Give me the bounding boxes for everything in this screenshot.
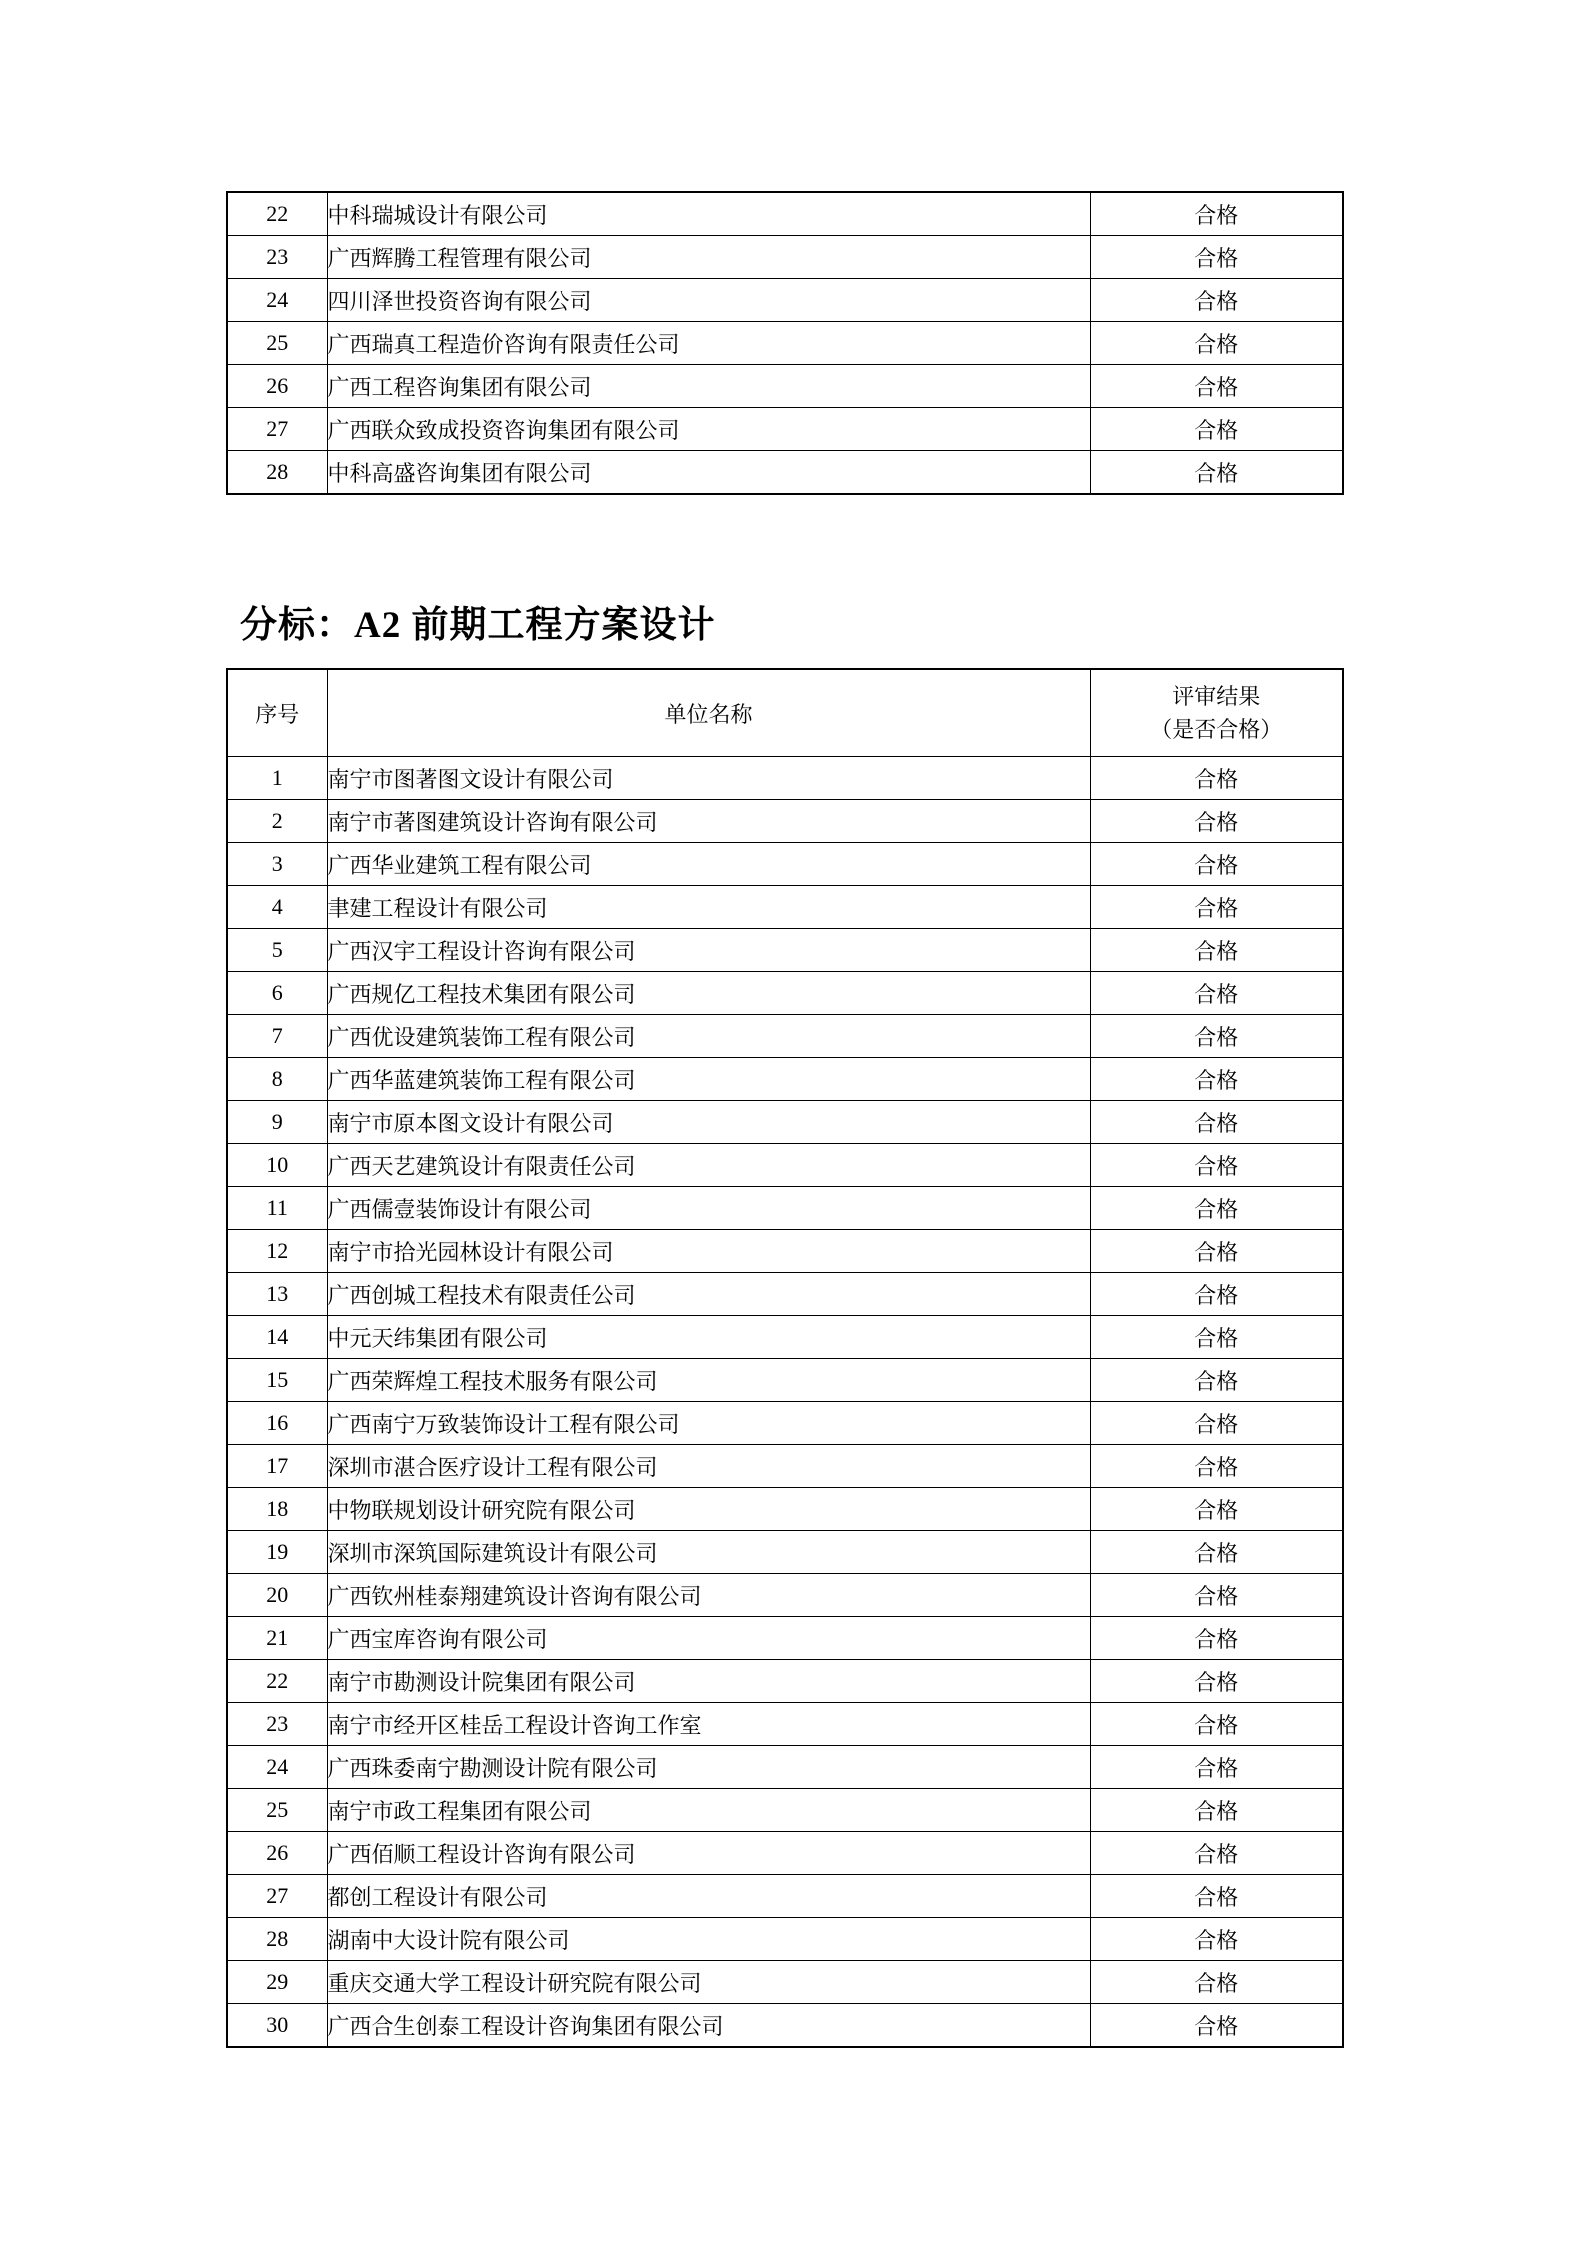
company-name-cell: 深圳市深筑国际建筑设计有限公司 bbox=[327, 1531, 1090, 1574]
table-row bbox=[227, 1445, 1343, 1488]
table-row bbox=[227, 1101, 1343, 1144]
row-number-cell: 19 bbox=[227, 1531, 327, 1574]
table-row bbox=[227, 800, 1343, 843]
company-name-cell: 广西华蓝建筑装饰工程有限公司 bbox=[327, 1058, 1090, 1101]
result-cell: 合格 bbox=[1090, 408, 1343, 451]
result-cell: 合格 bbox=[1090, 192, 1343, 236]
company-name-cell: 广西儒壹装饰设计有限公司 bbox=[327, 1187, 1090, 1230]
result-cell: 合格 bbox=[1090, 1918, 1343, 1961]
company-name-cell: 都创工程设计有限公司 bbox=[327, 1875, 1090, 1918]
company-name-cell: 广西钦州桂泰翔建筑设计咨询有限公司 bbox=[327, 1574, 1090, 1617]
table-row bbox=[227, 1832, 1343, 1875]
row-number-cell: 26 bbox=[227, 365, 327, 408]
result-cell: 合格 bbox=[1090, 1273, 1343, 1316]
table-row bbox=[227, 1961, 1343, 2004]
result-cell: 合格 bbox=[1090, 1402, 1343, 1445]
result-cell: 合格 bbox=[1090, 972, 1343, 1015]
result-cell: 合格 bbox=[1090, 1703, 1343, 1746]
result-cell: 合格 bbox=[1090, 236, 1343, 279]
table-body bbox=[227, 192, 1343, 494]
table-row bbox=[227, 1187, 1343, 1230]
table-row bbox=[227, 1488, 1343, 1531]
table-row bbox=[227, 192, 1343, 236]
company-name-cell: 南宁市原本图文设计有限公司 bbox=[327, 1101, 1090, 1144]
company-name-cell: 广西工程咨询集团有限公司 bbox=[327, 365, 1090, 408]
result-cell: 合格 bbox=[1090, 1746, 1343, 1789]
table-row bbox=[227, 843, 1343, 886]
company-name-cell: 中科瑞城设计有限公司 bbox=[327, 192, 1090, 236]
company-name-cell: 广西珠委南宁勘测设计院有限公司 bbox=[327, 1746, 1090, 1789]
company-name-cell: 广西天艺建筑设计有限责任公司 bbox=[327, 1144, 1090, 1187]
result-cell: 合格 bbox=[1090, 800, 1343, 843]
table-header bbox=[227, 669, 1343, 757]
table-row bbox=[227, 1230, 1343, 1273]
row-number-cell: 8 bbox=[227, 1058, 327, 1101]
result-cell: 合格 bbox=[1090, 1445, 1343, 1488]
col-header-单位名称: 单位名称 bbox=[327, 669, 1090, 757]
company-name-cell: 广西创城工程技术有限责任公司 bbox=[327, 1273, 1090, 1316]
result-cell: 合格 bbox=[1090, 1101, 1343, 1144]
table-row bbox=[227, 886, 1343, 929]
result-cell: 合格 bbox=[1090, 886, 1343, 929]
review-results-table-continuation bbox=[226, 191, 1344, 495]
result-cell: 合格 bbox=[1090, 1961, 1343, 2004]
row-number-cell: 22 bbox=[227, 1660, 327, 1703]
company-name-cell: 广西佰顺工程设计咨询有限公司 bbox=[327, 1832, 1090, 1875]
table-row bbox=[227, 1875, 1343, 1918]
result-cell: 合格 bbox=[1090, 1187, 1343, 1230]
table-row bbox=[227, 1359, 1343, 1402]
company-name-cell: 中物联规划设计研究院有限公司 bbox=[327, 1488, 1090, 1531]
company-name-cell: 南宁市拾光园林设计有限公司 bbox=[327, 1230, 1090, 1273]
col-header-序号: 序号 bbox=[227, 669, 327, 757]
result-cell: 合格 bbox=[1090, 451, 1343, 495]
result-cell: 合格 bbox=[1090, 1875, 1343, 1918]
company-name-cell: 南宁市著图建筑设计咨询有限公司 bbox=[327, 800, 1090, 843]
result-cell: 合格 bbox=[1090, 1058, 1343, 1101]
table-body bbox=[227, 757, 1343, 2048]
row-number-cell: 28 bbox=[227, 1918, 327, 1961]
company-name-cell: 广西联众致成投资咨询集团有限公司 bbox=[327, 408, 1090, 451]
table-row bbox=[227, 1703, 1343, 1746]
company-name-cell: 广西合生创泰工程设计咨询集团有限公司 bbox=[327, 2004, 1090, 2048]
row-number-cell: 16 bbox=[227, 1402, 327, 1445]
table-row bbox=[227, 1574, 1343, 1617]
table-row bbox=[227, 1918, 1343, 1961]
company-name-cell: 重庆交通大学工程设计研究院有限公司 bbox=[327, 1961, 1090, 2004]
result-cell: 合格 bbox=[1090, 1660, 1343, 1703]
company-name-cell: 广西荣辉煌工程技术服务有限公司 bbox=[327, 1359, 1090, 1402]
company-name-cell: 广西瑞真工程造价咨询有限责任公司 bbox=[327, 322, 1090, 365]
company-name-cell: 广西华业建筑工程有限公司 bbox=[327, 843, 1090, 886]
company-name-cell: 广西汉宇工程设计咨询有限公司 bbox=[327, 929, 1090, 972]
table-row bbox=[227, 1316, 1343, 1359]
company-name-cell: 深圳市湛合医疗设计工程有限公司 bbox=[327, 1445, 1090, 1488]
company-name-cell: 南宁市经开区桂岳工程设计咨询工作室 bbox=[327, 1703, 1090, 1746]
result-cell: 合格 bbox=[1090, 1789, 1343, 1832]
table-row bbox=[227, 1058, 1343, 1101]
row-number-cell: 4 bbox=[227, 886, 327, 929]
row-number-cell: 21 bbox=[227, 1617, 327, 1660]
result-cell: 合格 bbox=[1090, 1617, 1343, 1660]
table-row bbox=[227, 451, 1343, 495]
row-number-cell: 12 bbox=[227, 1230, 327, 1273]
table-row bbox=[227, 1660, 1343, 1703]
row-number-cell: 6 bbox=[227, 972, 327, 1015]
table-row bbox=[227, 279, 1343, 322]
section-heading: 分标：A2 前期工程方案设计 bbox=[240, 605, 716, 646]
table-row bbox=[227, 972, 1343, 1015]
result-cell: 合格 bbox=[1090, 1574, 1343, 1617]
table-row bbox=[227, 1531, 1343, 1574]
row-number-cell: 29 bbox=[227, 1961, 327, 2004]
row-number-cell: 28 bbox=[227, 451, 327, 495]
table-row bbox=[227, 322, 1343, 365]
row-number-cell: 17 bbox=[227, 1445, 327, 1488]
row-number-cell: 26 bbox=[227, 1832, 327, 1875]
result-cell: 合格 bbox=[1090, 1832, 1343, 1875]
row-number-cell: 10 bbox=[227, 1144, 327, 1187]
row-number-cell: 14 bbox=[227, 1316, 327, 1359]
row-number-cell: 23 bbox=[227, 1703, 327, 1746]
result-cell: 合格 bbox=[1090, 1488, 1343, 1531]
company-name-cell: 广西优设建筑装饰工程有限公司 bbox=[327, 1015, 1090, 1058]
table-row bbox=[227, 1402, 1343, 1445]
table-row bbox=[227, 1015, 1343, 1058]
row-number-cell: 24 bbox=[227, 1746, 327, 1789]
table-row bbox=[227, 1617, 1343, 1660]
row-number-cell: 11 bbox=[227, 1187, 327, 1230]
table-row bbox=[227, 1144, 1343, 1187]
row-number-cell: 9 bbox=[227, 1101, 327, 1144]
table-row bbox=[227, 408, 1343, 451]
row-number-cell: 13 bbox=[227, 1273, 327, 1316]
table-row bbox=[227, 236, 1343, 279]
company-name-cell: 四川泽世投资咨询有限公司 bbox=[327, 279, 1090, 322]
row-number-cell: 18 bbox=[227, 1488, 327, 1531]
row-number-cell: 20 bbox=[227, 1574, 327, 1617]
row-number-cell: 1 bbox=[227, 757, 327, 800]
result-cell: 合格 bbox=[1090, 1359, 1343, 1402]
company-name-cell: 湖南中大设计院有限公司 bbox=[327, 1918, 1090, 1961]
row-number-cell: 25 bbox=[227, 1789, 327, 1832]
company-name-cell: 聿建工程设计有限公司 bbox=[327, 886, 1090, 929]
table-header-row bbox=[227, 669, 1343, 757]
result-cell: 合格 bbox=[1090, 1015, 1343, 1058]
row-number-cell: 7 bbox=[227, 1015, 327, 1058]
row-number-cell: 5 bbox=[227, 929, 327, 972]
company-name-cell: 南宁市图著图文设计有限公司 bbox=[327, 757, 1090, 800]
row-number-cell: 24 bbox=[227, 279, 327, 322]
col-header-result-line1: 评审结果 bbox=[1172, 684, 1261, 709]
review-results-table-a2 bbox=[226, 668, 1344, 2048]
row-number-cell: 27 bbox=[227, 1875, 327, 1918]
table-row bbox=[227, 1273, 1343, 1316]
company-name-cell: 广西南宁万致装饰设计工程有限公司 bbox=[327, 1402, 1090, 1445]
row-number-cell: 3 bbox=[227, 843, 327, 886]
table-row bbox=[227, 2004, 1343, 2048]
row-number-cell: 25 bbox=[227, 322, 327, 365]
row-number-cell: 23 bbox=[227, 236, 327, 279]
table-row bbox=[227, 929, 1343, 972]
row-number-cell: 22 bbox=[227, 192, 327, 236]
result-cell: 合格 bbox=[1090, 2004, 1343, 2048]
company-name-cell: 中科高盛咨询集团有限公司 bbox=[327, 451, 1090, 495]
result-cell: 合格 bbox=[1090, 279, 1343, 322]
col-header-result-line2: （是否合格） bbox=[1150, 717, 1283, 742]
result-cell: 合格 bbox=[1090, 929, 1343, 972]
row-number-cell: 27 bbox=[227, 408, 327, 451]
result-cell: 合格 bbox=[1090, 365, 1343, 408]
company-name-cell: 广西规亿工程技术集团有限公司 bbox=[327, 972, 1090, 1015]
company-name-cell: 广西辉腾工程管理有限公司 bbox=[327, 236, 1090, 279]
company-name-cell: 南宁市政工程集团有限公司 bbox=[327, 1789, 1090, 1832]
result-cell: 合格 bbox=[1090, 843, 1343, 886]
result-cell: 合格 bbox=[1090, 322, 1343, 365]
result-cell: 合格 bbox=[1090, 1230, 1343, 1273]
result-cell: 合格 bbox=[1090, 1316, 1343, 1359]
result-cell: 合格 bbox=[1090, 757, 1343, 800]
table-row bbox=[227, 1746, 1343, 1789]
col-header-评审结果 bbox=[1090, 669, 1343, 757]
row-number-cell: 30 bbox=[227, 2004, 327, 2048]
table-row bbox=[227, 365, 1343, 408]
table-row bbox=[227, 1789, 1343, 1832]
result-cell: 合格 bbox=[1090, 1531, 1343, 1574]
company-name-cell: 中元天纬集团有限公司 bbox=[327, 1316, 1090, 1359]
company-name-cell: 南宁市勘测设计院集团有限公司 bbox=[327, 1660, 1090, 1703]
row-number-cell: 15 bbox=[227, 1359, 327, 1402]
company-name-cell: 广西宝库咨询有限公司 bbox=[327, 1617, 1090, 1660]
table-row bbox=[227, 757, 1343, 800]
result-cell: 合格 bbox=[1090, 1144, 1343, 1187]
row-number-cell: 2 bbox=[227, 800, 327, 843]
